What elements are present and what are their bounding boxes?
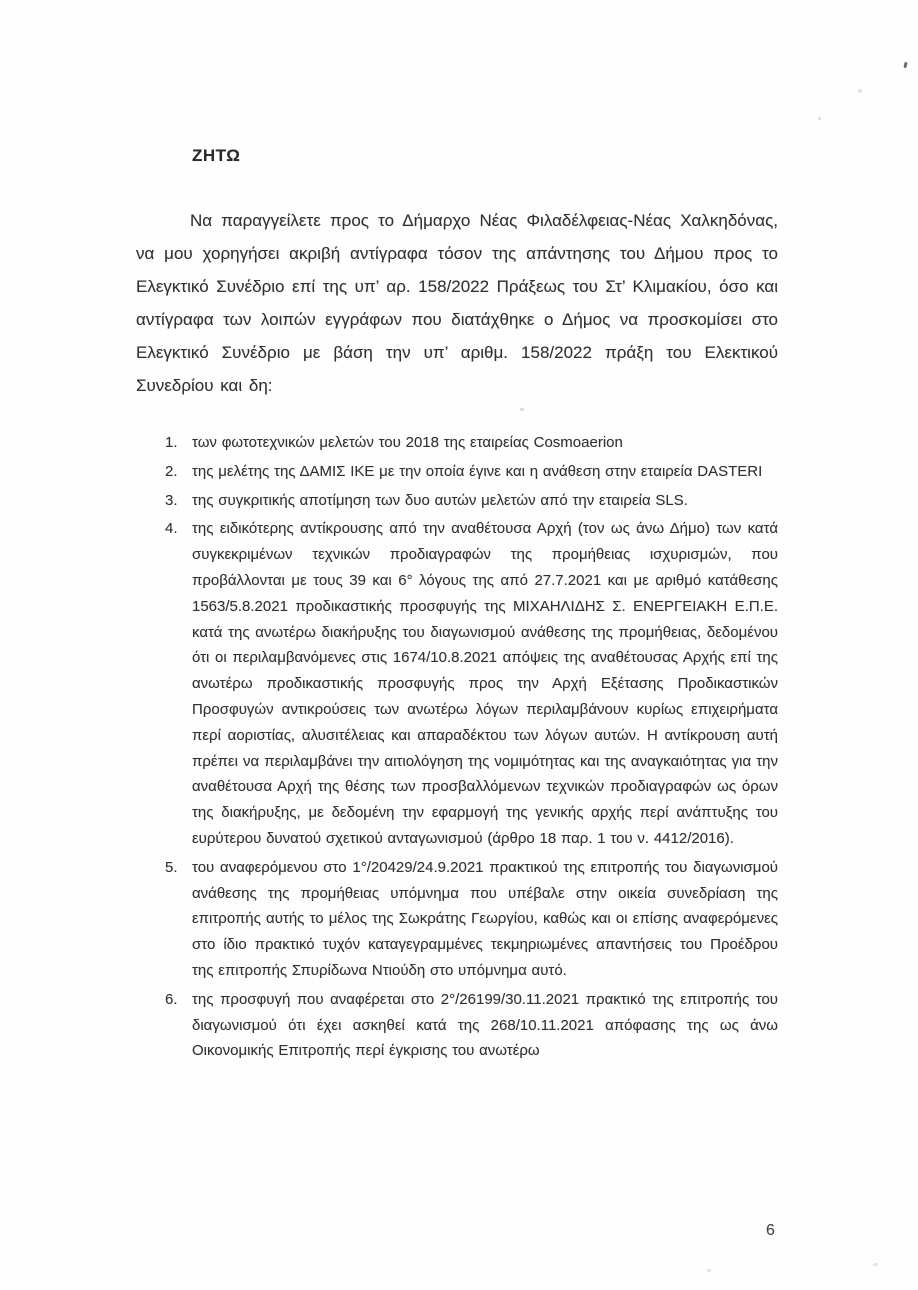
section-heading: ΖΗΤΩ (192, 146, 241, 165)
item-number: 5. (165, 858, 178, 876)
item-text: της μελέτης της ΔΑΜΙΣ ΙΚΕ με την οποία έγινε και η ανάθεση στην εταιρεία DASTERI (192, 462, 763, 480)
list-item (165, 516, 778, 851)
scan-speck (818, 117, 821, 120)
item-text: των φωτοτεχνικών μελετών του 2018 της εταιρείας Cosmoaerion (192, 434, 623, 451)
document-body (136, 146, 778, 1067)
scan-speck (858, 89, 862, 93)
item-number: 2. (165, 462, 178, 480)
scan-speck (873, 1263, 878, 1266)
scan-speck (707, 1269, 711, 1272)
request-list (165, 430, 778, 1064)
list-item (165, 430, 778, 456)
item-number: 1. (165, 434, 178, 451)
list-item (165, 488, 778, 514)
item-text: της ειδικότερης αντίκρουσης από την αναθέτουσα Αρχή (τον ως άνω Δήμο) των κατά συγκεκριμένων τεχνικών προδιαγραφών της προμήθειας ισχυρισμών, που προβάλλονται με τους 39 και 6° λόγους της από 27.7.2021 και με αριθμό κατάθεσης 1563/5.8.2021 προδικαστικής προσφυγής της ΜΙΧΑΗΛΙΔΗΣ Σ. ΕΝΕΡΓΕΙΑΚΗ Ε.Π.Ε. κατά της ανωτέρω διακήρυξης του διαγωνισμού ανάθεσης της προμήθειας, δεδομένου ότι οι περιλαμβανόμενες στις 1674/10.8.2021 απόψεις της αναθέτουσας Αρχής επί της ανωτέρω προδικαστικής προσφυγής προς την Αρχή Εξέτασης Προδικαστικών Προσφυγών αντικρούσεις των ανωτέρω λόγων περιλαμβάνουν κυρίως επιχειρήματα περί αοριστίας, αλυσιτέλειας και απαραδέκτου των λόγων αυτών. Η αντίκρουση αυτή πρέπει να περιλαμβάνει την αιτιολόγηση της νομιμότητας και της αναγκαιότητας για την αναθέτουσα Αρχή της θέσης των προσβαλλόμενων τεχνικών προδιαγραφών ως όρων της διακήρυξης, με δεδομένη την εφαρμογή της γενικής αρχής περί ανάπτυξης του ευρύτερου δυνατού σχετικού ανταγωνισμού (άρθρο 18 παρ. 1 του ν. 4412/2016). (192, 520, 778, 847)
item-text: της συγκριτικής αποτίμηση των δυο αυτών μελετών από την εταιρεία SLS. (192, 491, 688, 509)
list-item (165, 459, 778, 485)
item-number: 6. (165, 990, 178, 1008)
page-number: 6 (766, 1222, 775, 1239)
item-text: του αναφερόμενου στο 1°/20429/24.9.2021 πρακτικού της επιτροπής του διαγωνισμού ανάθεσης της προμήθειας υπόμνημα που υπέβαλε στην οικεία συνεδρίαση της επιτροπής αυτής το μέλος της Σωκράτης Γεωργίου, καθώς και οι επίσης αναφερόμενες στο ίδιο πρακτικό τυχόν καταγεγραμμένες τεκμηριωμένες απαντήσεις του Προέδρου της επιτροπής Σπυρίδωνα Ντιούδη στο υπόμνημα αυτό. (192, 858, 778, 979)
list-item (165, 855, 778, 984)
scan-speck (903, 62, 907, 68)
item-number: 3. (165, 491, 178, 509)
list-item (165, 987, 778, 1064)
item-number: 4. (165, 520, 178, 538)
item-text: της προσφυγή που αναφέρεται στο 2°/26199/30.11.2021 πρακτικό της επιτροπής του διαγωνισμού ότι έχει ασκηθεί κατά της 268/10.11.2021 απόφασης της ως άνω Οικονομικής Επιτροπής περί έγκρισης του ανωτέρω (192, 990, 778, 1060)
intro-paragraph: Να παραγγείλετε προς το Δήμαρχο Νέας Φιλαδέλφειας-Νέας Χαλκηδόνας, να μου χορηγήσει ακριβή αντίγραφα τόσον της απάντησης του Δήμου προς το Ελεγκτικό Συνέδριο επί της υπ’ αρ. 158/2022 Πράξεως του Στ’ Κλιμακίου, όσο και αντίγραφα των λοιπών εγγράφων που διατάχθηκε ο Δήμος να προσκομίσει στο Ελεγκτικό Συνέδριο με βάση την υπ’ αριθμ. 158/2022 πράξη του Ελεκτικού Συνεδρίου και δη: (136, 211, 778, 395)
